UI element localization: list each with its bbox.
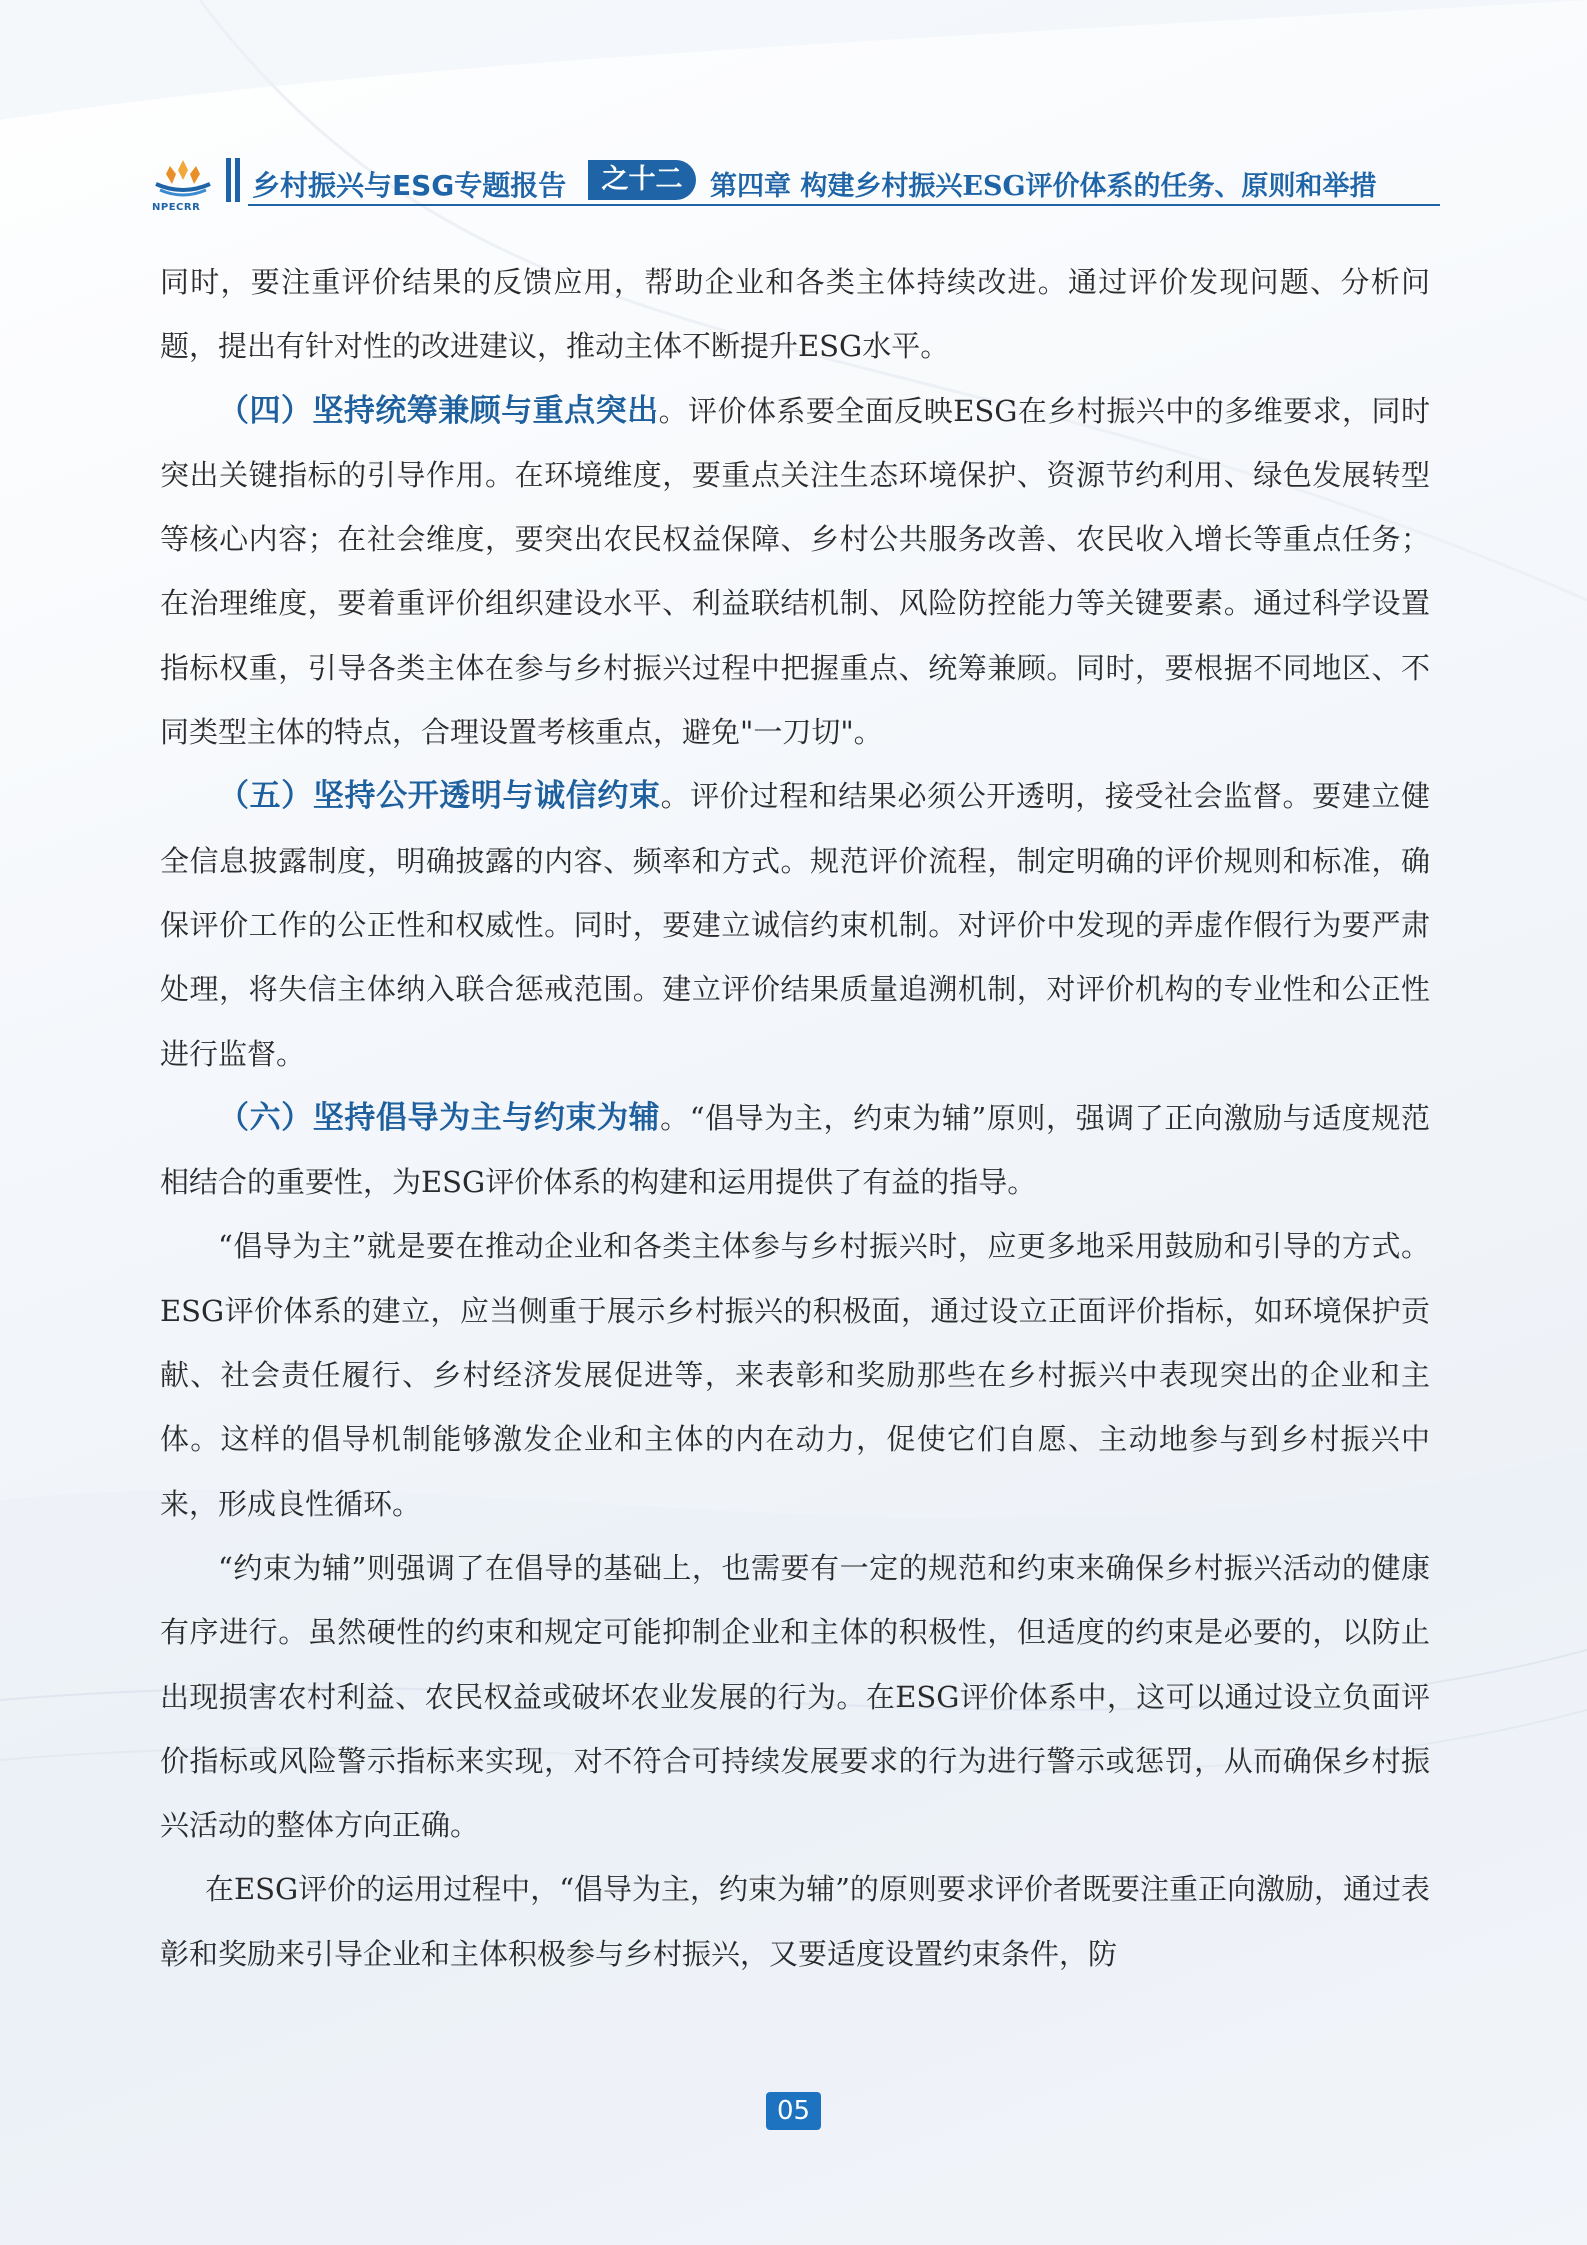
logo-text: NPECRR [152, 202, 201, 213]
paragraph-principle-5-body: 。评价过程和结果必须公开透明，接受社会监督。要建立健全信息披露制度，明确披露的内容、频率和方式。规范评价流程，制定明确的评价规则和标准，确保评价工作的公正性和权威性。同时，要建立诚信约束机制。对评价中发现的弄虚作假行为要严肃处理，将失信主体纳入联合惩戒范围。建立评价结果质量追溯机制，对评价机构的专业性和公正性进行监督。 [160, 779, 1430, 1071]
report-title: 乡村振兴与ESG专题报告 [252, 169, 567, 202]
header-underline [248, 204, 1440, 206]
page-header [148, 150, 1440, 212]
document-body [160, 250, 1430, 1986]
paragraph-advocacy: “倡导为主”就是要在推动企业和各类主体参与乡村振兴时，应更多地采用鼓励和引导的方式。ESG评价体系的建立，应当侧重于展示乡村振兴的积极面，通过设立正面评价指标，如环境保护贡献、社会责任履行、乡村经济发展促进等，来表彰和奖励那些在乡村振兴中表现突出的企业和主体。这样的倡导机制能够激发企业和主体的内在动力，促使它们自愿、主动地参与到乡村振兴中来，形成良性循环。 [160, 1229, 1430, 1521]
header-bars-decoration [226, 158, 242, 202]
paragraph-constraint: “约束为辅”则强调了在倡导的基础上，也需要有一定的规范和约束来确保乡村振兴活动的健康有序进行。虽然硬性的约束和规定可能抑制企业和主体的积极性，但适度的约束是必要的，以防止出现损害农村利益、农民权益或破坏农业发展的行为。在ESG评价体系中，这可以通过设立负面评价指标或风险警示指标来实现，对不符合可持续发展要求的行为进行警示或惩罚，从而确保乡村振兴活动的整体方向正确。 [160, 1550, 1430, 1843]
paragraph-application: 在ESG评价的运用过程中，“倡导为主，约束为辅”的原则要求评价者既要注重正向激励，通过表彰和奖励来引导企业和主体积极参与乡村振兴，又要适度设置约束条件，防 [160, 1872, 1430, 1971]
logo-emblem-icon [148, 156, 218, 202]
paragraph-principle-4-body: 。评价体系要全面反映ESG在乡村振兴中的多维要求，同时突出关键指标的引导作用。在环境维度，要重点关注生态环境保护、资源节约利用、绿色发展转型等核心内容；在社会维度，要突出农民权益保障、乡村公共服务改善、农民收入增长等重点任务；在治理维度，要着重评价组织建设水平、利益联结机制、风险防控能力等关键要素。通过科学设置指标权重，引导各类主体在参与乡村振兴过程中把握重点、统筹兼顾。同时，要根据不同地区、不同类型主体的特点，合理设置考核重点，避免"一刀切"。 [160, 393, 1430, 750]
chapter-title: 第四章 构建乡村振兴ESG评价体系的任务、原则和举措 [710, 171, 1377, 202]
npecrr-logo [148, 156, 218, 212]
paragraph-principle-4 [160, 379, 1430, 765]
paragraph-principle-6 [160, 1086, 1430, 1215]
paragraph-continuation: 同时，要注重评价结果的反馈应用，帮助企业和各类主体持续改进。通过评价发现问题、分析问题，提出有针对性的改进建议，推动主体不断提升ESG水平。 [160, 265, 1430, 364]
paragraph-principle-5 [160, 764, 1430, 1085]
page-number: 05 [766, 2092, 821, 2130]
paragraph-principle-6-body: 。“倡导为主，约束为辅”原则，强调了正向激励与适度规范相结合的重要性，为ESG评价体系的构建和运用提供了有益的指导。 [160, 1100, 1430, 1200]
heading-principle-4: （四）坚持统筹兼顾与重点突出 [218, 392, 659, 429]
heading-principle-6: （六）坚持倡导为主与约束为辅 [218, 1099, 661, 1136]
heading-principle-5: （五）坚持公开透明与诚信约束 [218, 778, 661, 815]
series-badge: 之十二 [588, 160, 696, 200]
